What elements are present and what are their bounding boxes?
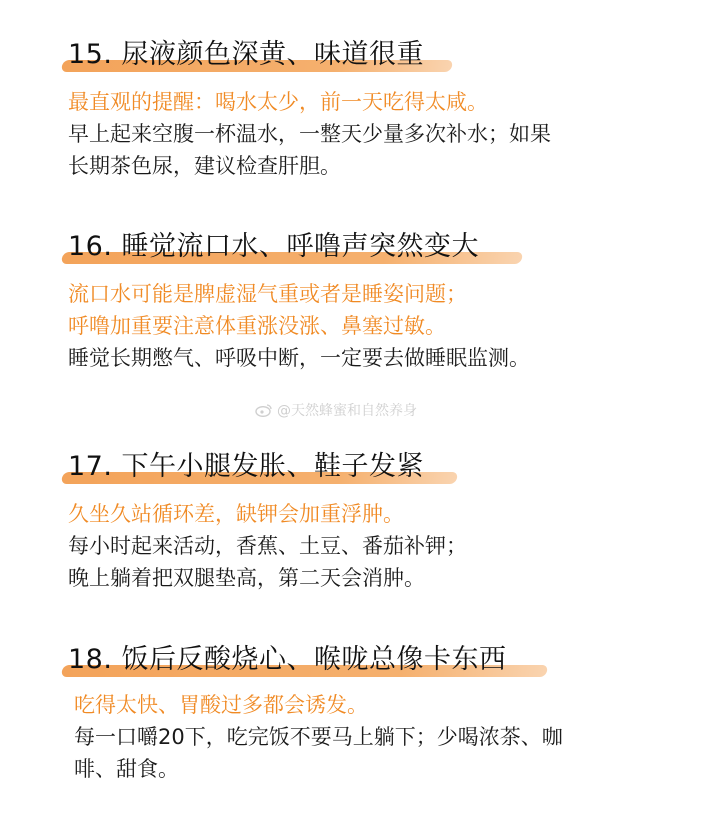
section-15 <box>0 30 720 182</box>
weibo-logo-icon <box>255 403 273 417</box>
section-18 <box>0 635 720 785</box>
section-heading: 16. 睡觉流口水、呼噜声突然变大 <box>68 231 480 262</box>
body-line: 早上起来空腹一杯温水，一整天少量多次补水；如果 <box>68 122 551 146</box>
highlight-line: 呼噜加重要注意体重涨没涨、鼻塞过敏。 <box>68 314 446 338</box>
watermark-text: @天然蜂蜜和自然养身 <box>277 403 417 419</box>
body-line: 每一口嚼20下，吃完饭不要马上躺下；少喝浓茶、咖 <box>74 725 563 749</box>
heading-wrap <box>0 30 720 74</box>
highlight-line: 最直观的提醒：喝水太少，前一天吃得太咸。 <box>68 90 488 114</box>
body-line: 啡、甜食。 <box>74 757 179 781</box>
body-line: 每小时起来活动，香蕉、土豆、番茄补钾； <box>68 534 467 558</box>
body-line: 长期茶色尿，建议检查肝胆。 <box>68 154 341 178</box>
section-heading: 15. 尿液颜色深黄、味道很重 <box>68 39 425 70</box>
heading-wrap <box>0 222 720 266</box>
highlight-line: 久坐久站循环差，缺钾会加重浮肿。 <box>68 502 404 526</box>
weibo-watermark <box>255 400 417 420</box>
highlight-line: 流口水可能是脾虚湿气重或者是睡姿问题； <box>68 282 467 306</box>
body-line: 晚上躺着把双腿垫高，第二天会消肿。 <box>68 566 425 590</box>
section-heading: 18. 饭后反酸烧心、喉咙总像卡东西 <box>68 644 507 675</box>
section-17 <box>0 442 720 594</box>
highlight-line: 吃得太快、胃酸过多都会诱发。 <box>74 693 368 717</box>
section-heading: 17. 下午小腿发胀、鞋子发紧 <box>68 451 425 482</box>
section-16 <box>0 222 720 374</box>
body-line: 睡觉长期憋气、呼吸中断，一定要去做睡眠监测。 <box>68 346 530 370</box>
heading-wrap <box>0 442 720 486</box>
heading-wrap <box>0 635 720 679</box>
